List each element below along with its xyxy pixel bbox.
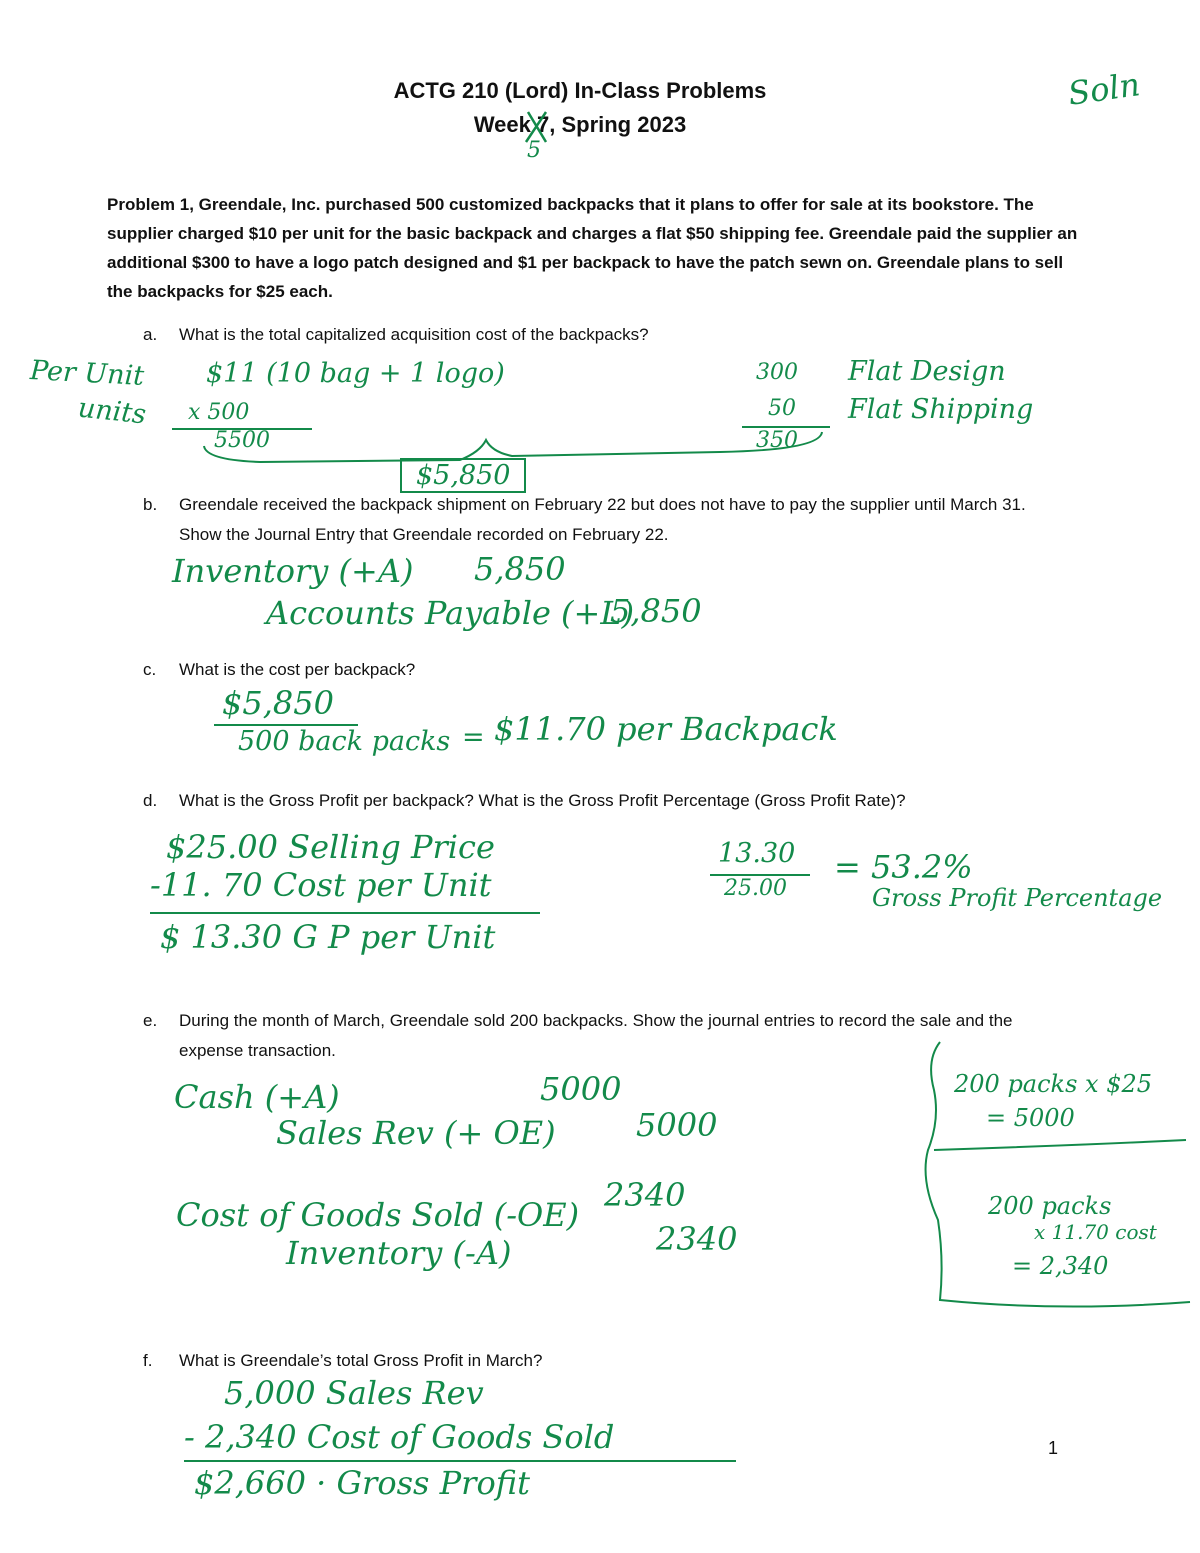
question-text: Greendale received the backpack shipment on February 22 but does not have to pay the supplier until March 31. Show the Journal Entry that Greendale recorded on February 22. <box>179 495 1026 544</box>
units-label: units <box>76 392 148 431</box>
total-capitalized-cost: $5,850 <box>400 458 526 493</box>
flat-design-label: Flat Design <box>848 356 1006 387</box>
cost-denominator: 500 back packs <box>238 726 451 757</box>
flat-design-amount: 300 <box>756 360 798 385</box>
je2-debit-account: Cost of Goods Sold (-OE) <box>176 1196 580 1234</box>
week-correction: 5 <box>527 138 541 163</box>
problem-statement: Problem 1, Greendale, Inc. purchased 500 customized backpacks that it plans to offer for sale at its bookstore. The supplier charged $10 per unit for the basic backpack and charges a flat $50 shipping fee. Greendale paid the supplier an additional $300 to have a logo patch designed and $1 per backpack to have the patch sewn on. Greendale plans to sell the backpacks for $25 each. <box>107 195 1078 301</box>
gp-ratio-numerator: 13.30 <box>718 838 796 869</box>
flat-total: 350 <box>756 428 798 453</box>
je2-debit-amount: 2340 <box>604 1176 686 1214</box>
gp-march-line1: 5,000 Sales Rev <box>224 1374 484 1412</box>
gp-percentage: = 53.2% <box>834 848 973 886</box>
je-b-credit-amount: 5,850 <box>610 592 702 630</box>
flat-shipping-label: Flat Shipping <box>848 394 1034 425</box>
question-letter: a. <box>143 325 158 344</box>
per-unit-label: Per Unit <box>29 355 145 392</box>
je1-credit-amount: 5000 <box>636 1106 718 1144</box>
je1-credit-account: Sales Rev (+ OE) <box>276 1114 556 1152</box>
je-b-credit-account: Accounts Payable (+L) <box>266 594 635 632</box>
header-title: ACTG 210 (Lord) In-Class Problems <box>393 78 767 103</box>
sales-calc-line2: = 5000 <box>986 1104 1075 1132</box>
cogs-calc-line3: = 2,340 <box>1012 1252 1109 1280</box>
gp-percentage-label: Gross Profit Percentage <box>872 884 1163 912</box>
per-unit-value: $11 (10 bag + 1 logo) <box>206 358 505 389</box>
question-text: What is Greendale’s total Gross Profit in March? <box>179 1351 543 1370</box>
cost-numerator: $5,850 <box>222 684 334 722</box>
cogs-calc-line1: 200 packs <box>988 1192 1112 1220</box>
cogs-calc-line2: x 11.70 cost <box>1034 1220 1157 1244</box>
question-text: What is the total capitalized acquisition cost of the backpacks? <box>179 325 649 344</box>
question-letter: b. <box>143 495 158 514</box>
je2-credit-amount: 2340 <box>656 1220 738 1258</box>
question-letter: f. <box>143 1351 153 1370</box>
side-divider <box>934 1140 1186 1150</box>
je2-credit-account: Inventory (-A) <box>286 1234 512 1272</box>
selling-price: $25.00 Selling Price <box>166 828 495 866</box>
question-text: During the month of March, Greendale sold 200 backpacks. Show the journal entries to record the sale and the expense transaction. <box>179 1011 1013 1060</box>
je1-debit-amount: 5000 <box>540 1070 622 1108</box>
question-letter: d. <box>143 791 158 810</box>
gp-per-unit: $ 13.30 G P per Unit <box>160 918 496 956</box>
question-letter: c. <box>143 660 157 679</box>
cost-equals: = <box>462 722 485 753</box>
gp-march-line2: - 2,340 Cost of Goods Sold <box>184 1418 615 1456</box>
je-b-debit-account: Inventory (+A) <box>172 552 414 590</box>
gp-ratio-denominator: 25.00 <box>724 876 787 901</box>
page-number: 1 <box>1048 1438 1059 1458</box>
soln-mark: Soln <box>1065 65 1143 113</box>
units-value: x 500 <box>188 400 250 425</box>
cost-per-unit: -11. 70 Cost per Unit <box>150 866 492 904</box>
side-bracket <box>926 1042 1190 1307</box>
je1-debit-account: Cash (+A) <box>174 1078 340 1116</box>
je-b-debit-amount: 5,850 <box>474 550 566 588</box>
units-product: 5500 <box>214 428 270 453</box>
flat-shipping-amount: 50 <box>768 396 796 421</box>
sum-brace <box>204 432 822 462</box>
week-strike-mark <box>526 112 546 142</box>
header-subtitle: Week 7, Spring 2023 <box>473 112 687 137</box>
question-text: What is the cost per backpack? <box>179 660 416 679</box>
gp-march-total: $2,660 · Gross Profit <box>194 1464 530 1502</box>
question-letter: e. <box>143 1011 158 1030</box>
sales-calc-line1: 200 packs x $25 <box>954 1070 1153 1098</box>
cost-per-backpack: $11.70 per Backpack <box>494 710 838 748</box>
question-text: What is the Gross Profit per backpack? What is the Gross Profit Percentage (Gross Profit Rate)? <box>179 791 906 810</box>
